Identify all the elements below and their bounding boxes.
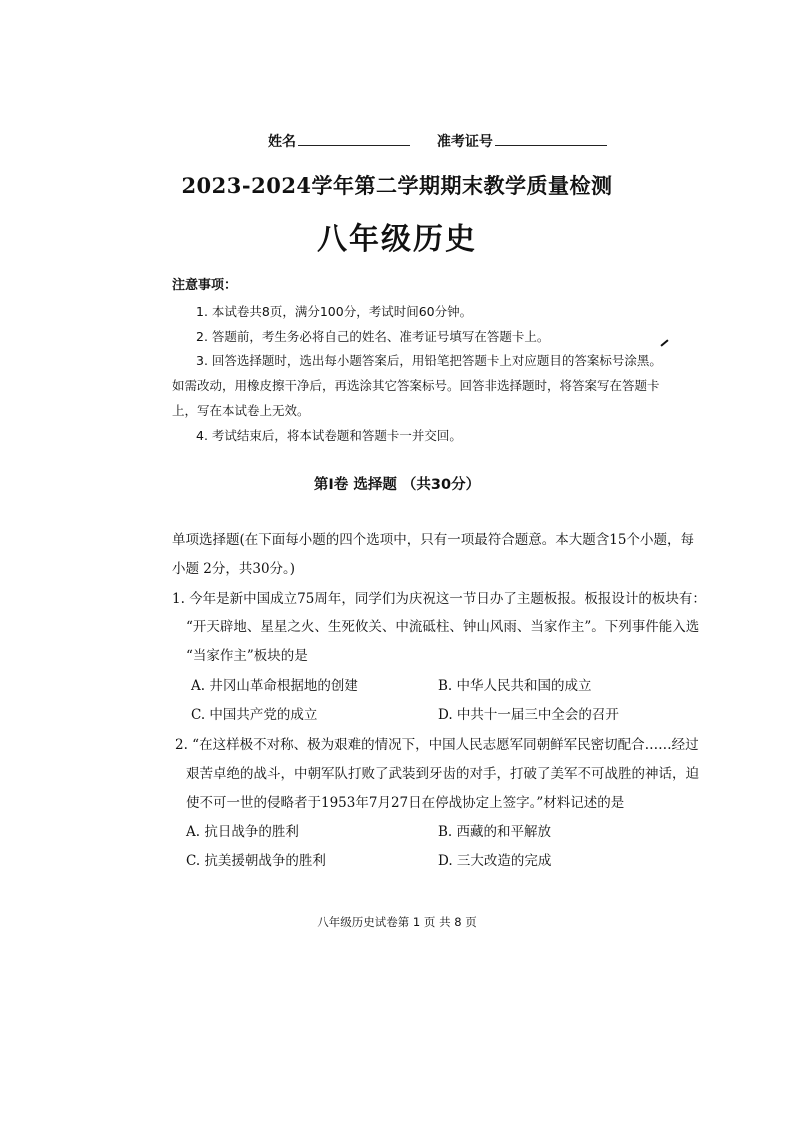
id-label: 准考证号: [436, 134, 493, 150]
page-footer: 八年级历史试卷第 1 页 共 8 页: [317, 915, 477, 929]
question-1-option-a: A. 井冈山革命根据地的创建: [191, 678, 358, 694]
question-1-line-3: “当家作主”板块的是: [186, 648, 308, 664]
question-2-line-2: 艰苦卓绝的战斗，中朝军队打败了武装到牙齿的对手，打破了美军不可战胜的神话，迫: [186, 766, 699, 782]
id-blank: [495, 133, 607, 146]
name-label: 姓名: [268, 134, 296, 150]
question-2-line-3: 使不可一世的侵略者于1953年7月27日在停战协定上签字。”材料记述的是: [186, 795, 625, 811]
question-2-option-d: D. 三大改造的完成: [438, 853, 552, 869]
notice-item-4: 4. 考试结束后，将本试卷题和答题卡一并交回。: [196, 428, 462, 443]
question-2-option-b: B. 西藏的和平解放: [438, 824, 552, 840]
section-intro-line-1: 单项选择题(在下面每小题的四个选项中，只有一项最符合题意。本大题含15个小题，每: [172, 532, 694, 548]
candidate-info-line: [268, 131, 607, 151]
subject-title: 八年级历史: [317, 222, 477, 257]
question-1-option-c: C. 中国共产党的成立: [191, 707, 318, 723]
question-1-option-b: B. 中华人民共和国的成立: [438, 678, 592, 694]
notice-item-2: 2. 答题前，考生务必将自己的姓名、准考证号填写在答题卡上。: [196, 329, 550, 344]
section-title: 第Ⅰ卷 选择题 （共30分）: [313, 477, 481, 493]
question-2-option-c: C. 抗美援朝战争的胜利: [186, 853, 326, 869]
section-intro-line-2: 小题 2分，共30分。): [172, 561, 296, 577]
notice-item-3-line-2: 如需改动，用橡皮擦干净后，再选涂其它答案标号。回答非选择题时，将答案写在答题卡: [172, 378, 660, 393]
question-1-option-d: D. 中共十一届三中全会的召开: [438, 707, 619, 723]
pen-mark: [660, 339, 668, 346]
question-2-line-1: 2. “在这样极不对称、极为艰难的情况下，中国人民志愿军同朝鲜军民密切配合……经过: [175, 737, 699, 753]
exam-title: 2023-2024学年第二学期期末教学质量检测: [181, 173, 613, 198]
question-1-line-2: “开天辟地、星星之火、生死攸关、中流砥柱、钟山风雨、当家作主”。下列事件能入选: [186, 619, 700, 635]
notice-heading: 注意事项：: [172, 278, 238, 293]
notice-item-1: 1. 本试卷共8页，满分100分，考试时间60分钟。: [196, 304, 473, 319]
name-blank: [298, 133, 410, 146]
question-2-option-a: A. 抗日战争的胜利: [186, 824, 299, 840]
notice-item-3-line-1: 3. 回答选择题时，选出每小题答案后，用铅笔把答题卡上对应题目的答案标号涂黑。: [196, 353, 662, 368]
question-1-line-1: 1. 今年是新中国成立75周年，同学们为庆祝这一节日办了主题板报。板报设计的板块有：: [172, 591, 706, 607]
notice-item-3-line-3: 上，写在本试卷上无效。: [172, 403, 310, 418]
